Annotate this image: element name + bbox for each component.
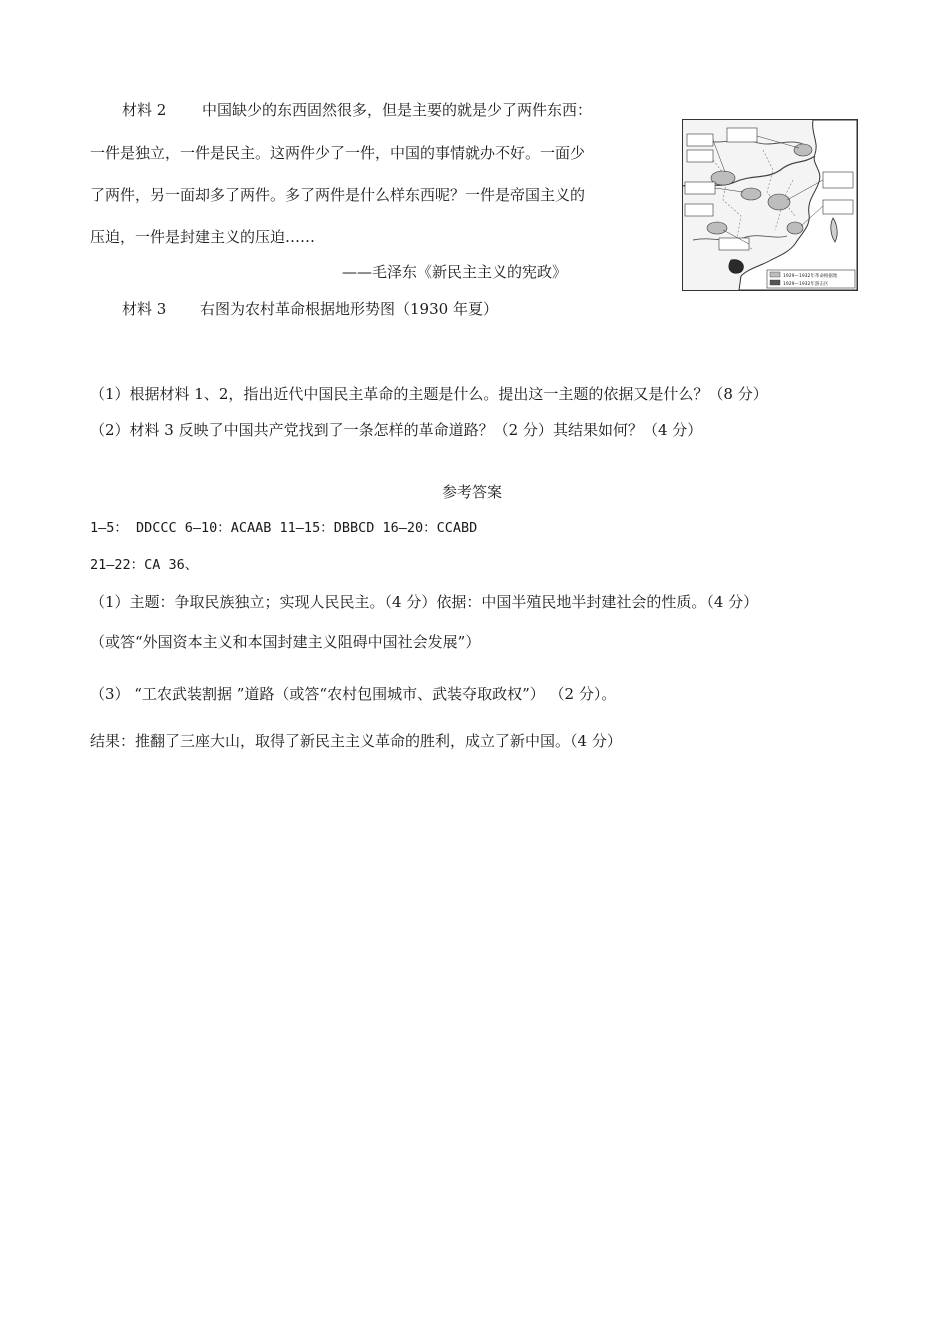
question-1: （1）根据材料 1、2，指出近代中国民主革命的主题是什么。提出这一主题的依据又是什么？（8 分） (90, 385, 768, 403)
question-2: （2）材料 3 反映了中国共产党找到了一条怎样的革命道路？（2 分）其结果如何？（4 分） (90, 421, 703, 439)
material2-text-line1: 中国缺少的东西固然很多，但是主要的就是少了两件东西： (202, 101, 593, 119)
answers-title: 参考答案 (442, 483, 503, 501)
material2-text-line2: 一件是独立，一件是民主。这两件少了一件，中国的事情就办不好。一面少 (90, 144, 586, 162)
answers-mc-2: 21—22：CA 36、 (90, 557, 199, 573)
answer-1-alternative: （或答“外国资本主义和本国封建主义阻碍中国社会发展”） (90, 633, 481, 651)
material2-label: 材料 2 (122, 101, 167, 119)
revolutionary-base-map (682, 119, 858, 291)
material2-text-line3: 了两件，另一面却多了两件。多了两件是什么样东西呢？一件是帝国主义的 (90, 186, 586, 204)
answer-result: 结果：推翻了三座大山，取得了新民主主义革命的胜利，成立了新中国。（4 分） (90, 732, 622, 750)
map-legend-base: 1929—1932年革命根据地 (783, 274, 838, 279)
material3-label: 材料 3 (122, 300, 167, 318)
answer-3: （3） “工农武装割据 ”道路（或答“农村包围城市、武装夺取政权”） （2 分）。 (90, 685, 617, 703)
answers-mc-1: 1—5： DDCCC 6—10：ACAAB 11—15：DBBCD 16—20：CCABD (90, 520, 478, 536)
map-drawing (683, 120, 857, 290)
material3-line (122, 299, 498, 319)
material2-source: ——毛泽东《新民主主义的宪政》 (342, 263, 568, 281)
material3-text: 右图为农村革命根据地形势图（1930 年夏） (200, 300, 498, 318)
answer-1: （1）主题：争取民族独立；实现人民民主。（4 分）依据：中国半殖民地半封建社会的性质。（4 分） (90, 593, 759, 611)
map-legend-guerrilla: 1929—1932年游击区 (783, 282, 829, 287)
material2-text-line4: 压迫，一件是封建主义的压迫…… (90, 228, 316, 246)
material2-first-line (122, 100, 592, 120)
